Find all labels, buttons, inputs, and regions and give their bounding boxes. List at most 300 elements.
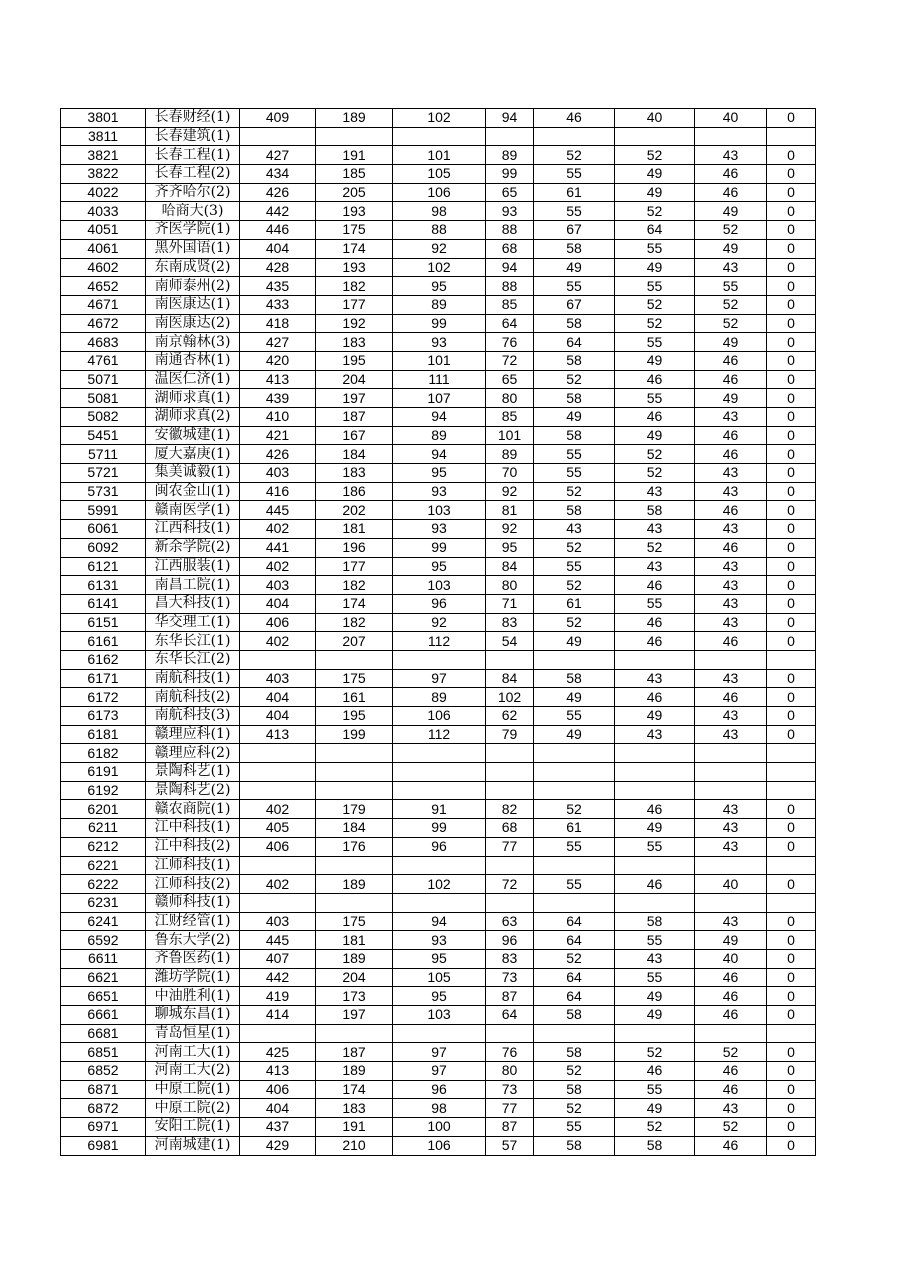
cell-total: 437 xyxy=(240,1118,316,1137)
cell-score-e: 49 xyxy=(615,1006,695,1025)
cell-name: 中原工院(2) xyxy=(146,1099,240,1118)
cell-flag: 0 xyxy=(767,1062,816,1081)
cell-name: 长春建筑(1) xyxy=(146,127,240,146)
cell-score-f: 46 xyxy=(695,1062,767,1081)
table-row xyxy=(61,725,816,744)
cell-score-e: 43 xyxy=(615,725,695,744)
cell-score-c: 93 xyxy=(486,202,534,221)
cell-flag xyxy=(767,1024,816,1043)
cell-score-f: 43 xyxy=(695,800,767,819)
cell-score-c: 81 xyxy=(486,501,534,520)
cell-score-b: 99 xyxy=(393,314,486,333)
cell-total: 407 xyxy=(240,949,316,968)
cell-score-d xyxy=(534,763,615,782)
cell-score-f: 40 xyxy=(695,949,767,968)
cell-score-d xyxy=(534,127,615,146)
cell-score-f: 43 xyxy=(695,613,767,632)
cell-score-e xyxy=(615,744,695,763)
cell-total: 413 xyxy=(240,725,316,744)
cell-score-b: 93 xyxy=(393,482,486,501)
cell-code: 6971 xyxy=(61,1118,146,1137)
table-body xyxy=(61,109,816,1156)
cell-score-d xyxy=(534,856,615,875)
cell-score-d xyxy=(534,744,615,763)
cell-score-f: 43 xyxy=(695,482,767,501)
cell-score-e xyxy=(615,763,695,782)
table-row xyxy=(61,707,816,726)
cell-name: 南航科技(1) xyxy=(146,669,240,688)
cell-name: 湖师求真(2) xyxy=(146,408,240,427)
cell-score-c: 63 xyxy=(486,912,534,931)
cell-total: 434 xyxy=(240,165,316,184)
cell-flag: 0 xyxy=(767,333,816,352)
cell-code: 3822 xyxy=(61,165,146,184)
cell-score-f: 46 xyxy=(695,183,767,202)
cell-name: 昌大科技(1) xyxy=(146,594,240,613)
table-row xyxy=(61,1136,816,1155)
cell-score-e: 64 xyxy=(615,221,695,240)
cell-name: 东南成贤(2) xyxy=(146,258,240,277)
cell-code: 6161 xyxy=(61,632,146,651)
cell-flag: 0 xyxy=(767,258,816,277)
cell-score-a: 183 xyxy=(316,1099,393,1118)
cell-score-c: 70 xyxy=(486,464,534,483)
cell-score-e: 52 xyxy=(615,538,695,557)
cell-flag: 0 xyxy=(767,538,816,557)
cell-name: 新余学院(2) xyxy=(146,538,240,557)
cell-code: 4761 xyxy=(61,351,146,370)
cell-score-e xyxy=(615,856,695,875)
cell-code: 5731 xyxy=(61,482,146,501)
cell-flag: 0 xyxy=(767,1043,816,1062)
cell-name: 赣理应科(1) xyxy=(146,725,240,744)
cell-score-d: 46 xyxy=(534,109,615,128)
cell-name: 赣南医学(1) xyxy=(146,501,240,520)
cell-name: 南京翰林(3) xyxy=(146,333,240,352)
cell-score-b: 97 xyxy=(393,669,486,688)
cell-score-e: 46 xyxy=(615,632,695,651)
cell-flag: 0 xyxy=(767,389,816,408)
cell-score-b: 112 xyxy=(393,725,486,744)
cell-code: 6192 xyxy=(61,781,146,800)
cell-code: 5082 xyxy=(61,408,146,427)
cell-code: 6592 xyxy=(61,931,146,950)
cell-name: 河南工大(1) xyxy=(146,1043,240,1062)
cell-score-b: 96 xyxy=(393,594,486,613)
cell-score-a: 196 xyxy=(316,538,393,557)
cell-code: 5721 xyxy=(61,464,146,483)
cell-score-c: 92 xyxy=(486,482,534,501)
table-row xyxy=(61,987,816,1006)
cell-flag: 0 xyxy=(767,351,816,370)
table-row xyxy=(61,482,816,501)
cell-flag: 0 xyxy=(767,949,816,968)
cell-score-a: 184 xyxy=(316,819,393,838)
table-row xyxy=(61,912,816,931)
cell-score-b xyxy=(393,893,486,912)
cell-total: 406 xyxy=(240,1080,316,1099)
cell-score-b: 89 xyxy=(393,295,486,314)
cell-score-c: 54 xyxy=(486,632,534,651)
cell-score-a: 197 xyxy=(316,1006,393,1025)
cell-score-c: 82 xyxy=(486,800,534,819)
cell-name: 南航科技(3) xyxy=(146,707,240,726)
cell-score-e: 40 xyxy=(615,109,695,128)
cell-score-a: 195 xyxy=(316,351,393,370)
table-row xyxy=(61,127,816,146)
cell-code: 6681 xyxy=(61,1024,146,1043)
cell-score-b: 91 xyxy=(393,800,486,819)
cell-score-c: 83 xyxy=(486,949,534,968)
cell-flag: 0 xyxy=(767,202,816,221)
cell-score-e xyxy=(615,650,695,669)
cell-score-f xyxy=(695,893,767,912)
cell-score-d: 64 xyxy=(534,987,615,1006)
cell-score-d: 43 xyxy=(534,520,615,539)
cell-flag: 0 xyxy=(767,1006,816,1025)
cell-score-d: 58 xyxy=(534,669,615,688)
cell-score-d xyxy=(534,1024,615,1043)
cell-code: 4671 xyxy=(61,295,146,314)
cell-total: 442 xyxy=(240,968,316,987)
cell-total: 404 xyxy=(240,239,316,258)
cell-score-f: 46 xyxy=(695,1006,767,1025)
cell-score-f: 46 xyxy=(695,501,767,520)
cell-score-b: 105 xyxy=(393,165,486,184)
cell-flag: 0 xyxy=(767,277,816,296)
cell-score-f: 46 xyxy=(695,351,767,370)
cell-code: 6241 xyxy=(61,912,146,931)
cell-code: 6222 xyxy=(61,875,146,894)
cell-score-b: 97 xyxy=(393,1062,486,1081)
cell-score-b: 99 xyxy=(393,538,486,557)
cell-score-d xyxy=(534,781,615,800)
cell-code: 3801 xyxy=(61,109,146,128)
table-row xyxy=(61,295,816,314)
table-row xyxy=(61,893,816,912)
cell-flag xyxy=(767,856,816,875)
cell-code: 6131 xyxy=(61,576,146,595)
cell-total: 406 xyxy=(240,613,316,632)
cell-score-f: 49 xyxy=(695,333,767,352)
cell-code: 6191 xyxy=(61,763,146,782)
cell-score-a xyxy=(316,763,393,782)
cell-score-c: 76 xyxy=(486,1043,534,1062)
cell-total: 419 xyxy=(240,987,316,1006)
cell-score-a: 175 xyxy=(316,912,393,931)
table-row xyxy=(61,351,816,370)
cell-score-d: 67 xyxy=(534,295,615,314)
cell-code: 4683 xyxy=(61,333,146,352)
table-row xyxy=(61,501,816,520)
cell-score-f: 43 xyxy=(695,707,767,726)
table-row xyxy=(61,109,816,128)
cell-score-f: 43 xyxy=(695,258,767,277)
cell-score-b: 94 xyxy=(393,445,486,464)
cell-score-c: 73 xyxy=(486,1080,534,1099)
cell-name: 江西服装(1) xyxy=(146,557,240,576)
cell-name: 江中科技(1) xyxy=(146,819,240,838)
cell-score-d: 55 xyxy=(534,165,615,184)
cell-score-e: 49 xyxy=(615,258,695,277)
cell-score-d: 55 xyxy=(534,837,615,856)
cell-total: 427 xyxy=(240,333,316,352)
cell-total: 435 xyxy=(240,277,316,296)
cell-code: 5991 xyxy=(61,501,146,520)
cell-flag: 0 xyxy=(767,426,816,445)
cell-score-f: 46 xyxy=(695,688,767,707)
cell-code: 4602 xyxy=(61,258,146,277)
cell-code: 6221 xyxy=(61,856,146,875)
table-row xyxy=(61,1006,816,1025)
cell-score-f xyxy=(695,856,767,875)
cell-score-f: 52 xyxy=(695,221,767,240)
cell-flag: 0 xyxy=(767,295,816,314)
table-row xyxy=(61,875,816,894)
cell-name: 景陶科艺(1) xyxy=(146,763,240,782)
cell-total: 413 xyxy=(240,370,316,389)
cell-score-c: 80 xyxy=(486,1062,534,1081)
cell-score-e: 46 xyxy=(615,370,695,389)
cell-flag xyxy=(767,893,816,912)
cell-flag: 0 xyxy=(767,314,816,333)
cell-flag: 0 xyxy=(767,912,816,931)
cell-score-a: 202 xyxy=(316,501,393,520)
cell-total: 425 xyxy=(240,1043,316,1062)
cell-total: 418 xyxy=(240,314,316,333)
cell-score-f xyxy=(695,763,767,782)
cell-score-b: 96 xyxy=(393,837,486,856)
cell-score-d: 52 xyxy=(534,146,615,165)
cell-score-c xyxy=(486,781,534,800)
cell-code: 6173 xyxy=(61,707,146,726)
cell-score-d: 55 xyxy=(534,445,615,464)
cell-flag: 0 xyxy=(767,1136,816,1155)
cell-score-b: 89 xyxy=(393,688,486,707)
cell-name: 青岛恒星(1) xyxy=(146,1024,240,1043)
cell-total: 426 xyxy=(240,183,316,202)
cell-score-a: 181 xyxy=(316,520,393,539)
cell-score-c: 80 xyxy=(486,576,534,595)
cell-score-f: 55 xyxy=(695,277,767,296)
cell-score-b: 93 xyxy=(393,333,486,352)
cell-name: 厦大嘉庚(1) xyxy=(146,445,240,464)
cell-score-f: 43 xyxy=(695,520,767,539)
cell-score-c: 96 xyxy=(486,931,534,950)
cell-name: 江西科技(1) xyxy=(146,520,240,539)
cell-total: 410 xyxy=(240,408,316,427)
cell-score-c: 72 xyxy=(486,875,534,894)
cell-score-d: 58 xyxy=(534,239,615,258)
table-row xyxy=(61,277,816,296)
cell-total: 427 xyxy=(240,146,316,165)
cell-total: 404 xyxy=(240,688,316,707)
cell-total: 441 xyxy=(240,538,316,557)
cell-score-e: 52 xyxy=(615,1043,695,1062)
cell-flag: 0 xyxy=(767,221,816,240)
cell-score-c: 84 xyxy=(486,669,534,688)
cell-score-a xyxy=(316,744,393,763)
cell-score-c: 64 xyxy=(486,314,534,333)
cell-name: 潍坊学院(1) xyxy=(146,968,240,987)
cell-score-f: 43 xyxy=(695,725,767,744)
table-row xyxy=(61,1062,816,1081)
cell-score-b xyxy=(393,781,486,800)
cell-score-d: 58 xyxy=(534,1080,615,1099)
cell-score-c: 99 xyxy=(486,165,534,184)
cell-score-a: 161 xyxy=(316,688,393,707)
cell-total xyxy=(240,650,316,669)
cell-score-d: 52 xyxy=(534,482,615,501)
cell-score-c: 101 xyxy=(486,426,534,445)
cell-score-e: 46 xyxy=(615,875,695,894)
cell-score-a xyxy=(316,893,393,912)
cell-score-f: 52 xyxy=(695,1118,767,1137)
cell-flag: 0 xyxy=(767,408,816,427)
cell-score-a: 182 xyxy=(316,277,393,296)
table-row xyxy=(61,314,816,333)
cell-total: 402 xyxy=(240,557,316,576)
cell-total: 414 xyxy=(240,1006,316,1025)
cell-flag: 0 xyxy=(767,1080,816,1099)
cell-total xyxy=(240,893,316,912)
cell-code: 6061 xyxy=(61,520,146,539)
cell-score-f: 40 xyxy=(695,875,767,894)
cell-score-e: 55 xyxy=(615,968,695,987)
cell-score-d: 58 xyxy=(534,351,615,370)
cell-name: 齐鲁医药(1) xyxy=(146,949,240,968)
cell-total: 404 xyxy=(240,707,316,726)
cell-score-a: 195 xyxy=(316,707,393,726)
cell-score-c: 57 xyxy=(486,1136,534,1155)
cell-score-c: 73 xyxy=(486,968,534,987)
table-row xyxy=(61,763,816,782)
cell-score-a xyxy=(316,781,393,800)
cell-total: 406 xyxy=(240,837,316,856)
table-row xyxy=(61,949,816,968)
cell-code: 4033 xyxy=(61,202,146,221)
cell-score-d: 64 xyxy=(534,968,615,987)
cell-flag: 0 xyxy=(767,501,816,520)
cell-total: 421 xyxy=(240,426,316,445)
cell-score-e: 46 xyxy=(615,800,695,819)
cell-name: 南航科技(2) xyxy=(146,688,240,707)
cell-flag: 0 xyxy=(767,165,816,184)
cell-score-e: 49 xyxy=(615,987,695,1006)
cell-name: 哈商大(3) xyxy=(146,202,240,221)
cell-name: 赣农商院(1) xyxy=(146,800,240,819)
cell-name: 赣师科技(1) xyxy=(146,893,240,912)
cell-score-e: 52 xyxy=(615,314,695,333)
cell-score-b xyxy=(393,744,486,763)
cell-score-b: 93 xyxy=(393,931,486,950)
cell-score-f: 49 xyxy=(695,389,767,408)
cell-flag: 0 xyxy=(767,632,816,651)
cell-score-e: 55 xyxy=(615,333,695,352)
cell-score-e: 58 xyxy=(615,912,695,931)
cell-score-f: 43 xyxy=(695,1099,767,1118)
cell-score-a: 193 xyxy=(316,258,393,277)
cell-score-d: 55 xyxy=(534,202,615,221)
cell-flag: 0 xyxy=(767,707,816,726)
cell-score-d: 52 xyxy=(534,1099,615,1118)
cell-score-b: 95 xyxy=(393,987,486,1006)
cell-score-b: 102 xyxy=(393,109,486,128)
table-row xyxy=(61,1118,816,1137)
cell-name: 东华长江(2) xyxy=(146,650,240,669)
cell-code: 6171 xyxy=(61,669,146,688)
cell-name: 河南工大(2) xyxy=(146,1062,240,1081)
cell-score-d: 64 xyxy=(534,333,615,352)
cell-score-d: 58 xyxy=(534,314,615,333)
cell-score-b: 97 xyxy=(393,1043,486,1062)
cell-score-a: 176 xyxy=(316,837,393,856)
cell-score-a: 183 xyxy=(316,464,393,483)
cell-name: 南医康达(1) xyxy=(146,295,240,314)
cell-score-a: 177 xyxy=(316,557,393,576)
cell-name: 聊城东昌(1) xyxy=(146,1006,240,1025)
cell-flag: 0 xyxy=(767,239,816,258)
table-row xyxy=(61,688,816,707)
cell-score-a: 197 xyxy=(316,389,393,408)
cell-score-b: 106 xyxy=(393,1136,486,1155)
cell-score-a: 174 xyxy=(316,239,393,258)
cell-name: 江师科技(1) xyxy=(146,856,240,875)
cell-score-b: 93 xyxy=(393,520,486,539)
cell-flag xyxy=(767,127,816,146)
cell-name: 中油胜利(1) xyxy=(146,987,240,1006)
cell-code: 6981 xyxy=(61,1136,146,1155)
cell-flag: 0 xyxy=(767,688,816,707)
cell-score-f: 46 xyxy=(695,1080,767,1099)
cell-score-b: 95 xyxy=(393,464,486,483)
cell-score-b: 111 xyxy=(393,370,486,389)
cell-name: 华交理工(1) xyxy=(146,613,240,632)
cell-total: 403 xyxy=(240,912,316,931)
cell-score-a: 189 xyxy=(316,1062,393,1081)
table-row xyxy=(61,146,816,165)
cell-score-c: 72 xyxy=(486,351,534,370)
cell-flag: 0 xyxy=(767,669,816,688)
cell-score-b: 92 xyxy=(393,239,486,258)
cell-score-f: 43 xyxy=(695,408,767,427)
cell-total: 429 xyxy=(240,1136,316,1155)
cell-score-c xyxy=(486,650,534,669)
cell-flag: 0 xyxy=(767,557,816,576)
cell-score-d: 49 xyxy=(534,632,615,651)
cell-total xyxy=(240,856,316,875)
cell-score-e: 46 xyxy=(615,688,695,707)
cell-flag xyxy=(767,763,816,782)
cell-score-b: 107 xyxy=(393,389,486,408)
cell-score-c: 88 xyxy=(486,221,534,240)
cell-score-e: 46 xyxy=(615,613,695,632)
cell-score-d: 52 xyxy=(534,613,615,632)
cell-score-a xyxy=(316,856,393,875)
cell-score-a xyxy=(316,127,393,146)
cell-score-e: 55 xyxy=(615,277,695,296)
cell-score-f: 46 xyxy=(695,426,767,445)
cell-code: 6172 xyxy=(61,688,146,707)
cell-name: 鲁东大学(2) xyxy=(146,931,240,950)
cell-code: 6661 xyxy=(61,1006,146,1025)
cell-code: 6201 xyxy=(61,800,146,819)
cell-total: 403 xyxy=(240,669,316,688)
cell-score-a: 193 xyxy=(316,202,393,221)
cell-flag: 0 xyxy=(767,875,816,894)
cell-code: 6852 xyxy=(61,1062,146,1081)
cell-score-b: 106 xyxy=(393,707,486,726)
